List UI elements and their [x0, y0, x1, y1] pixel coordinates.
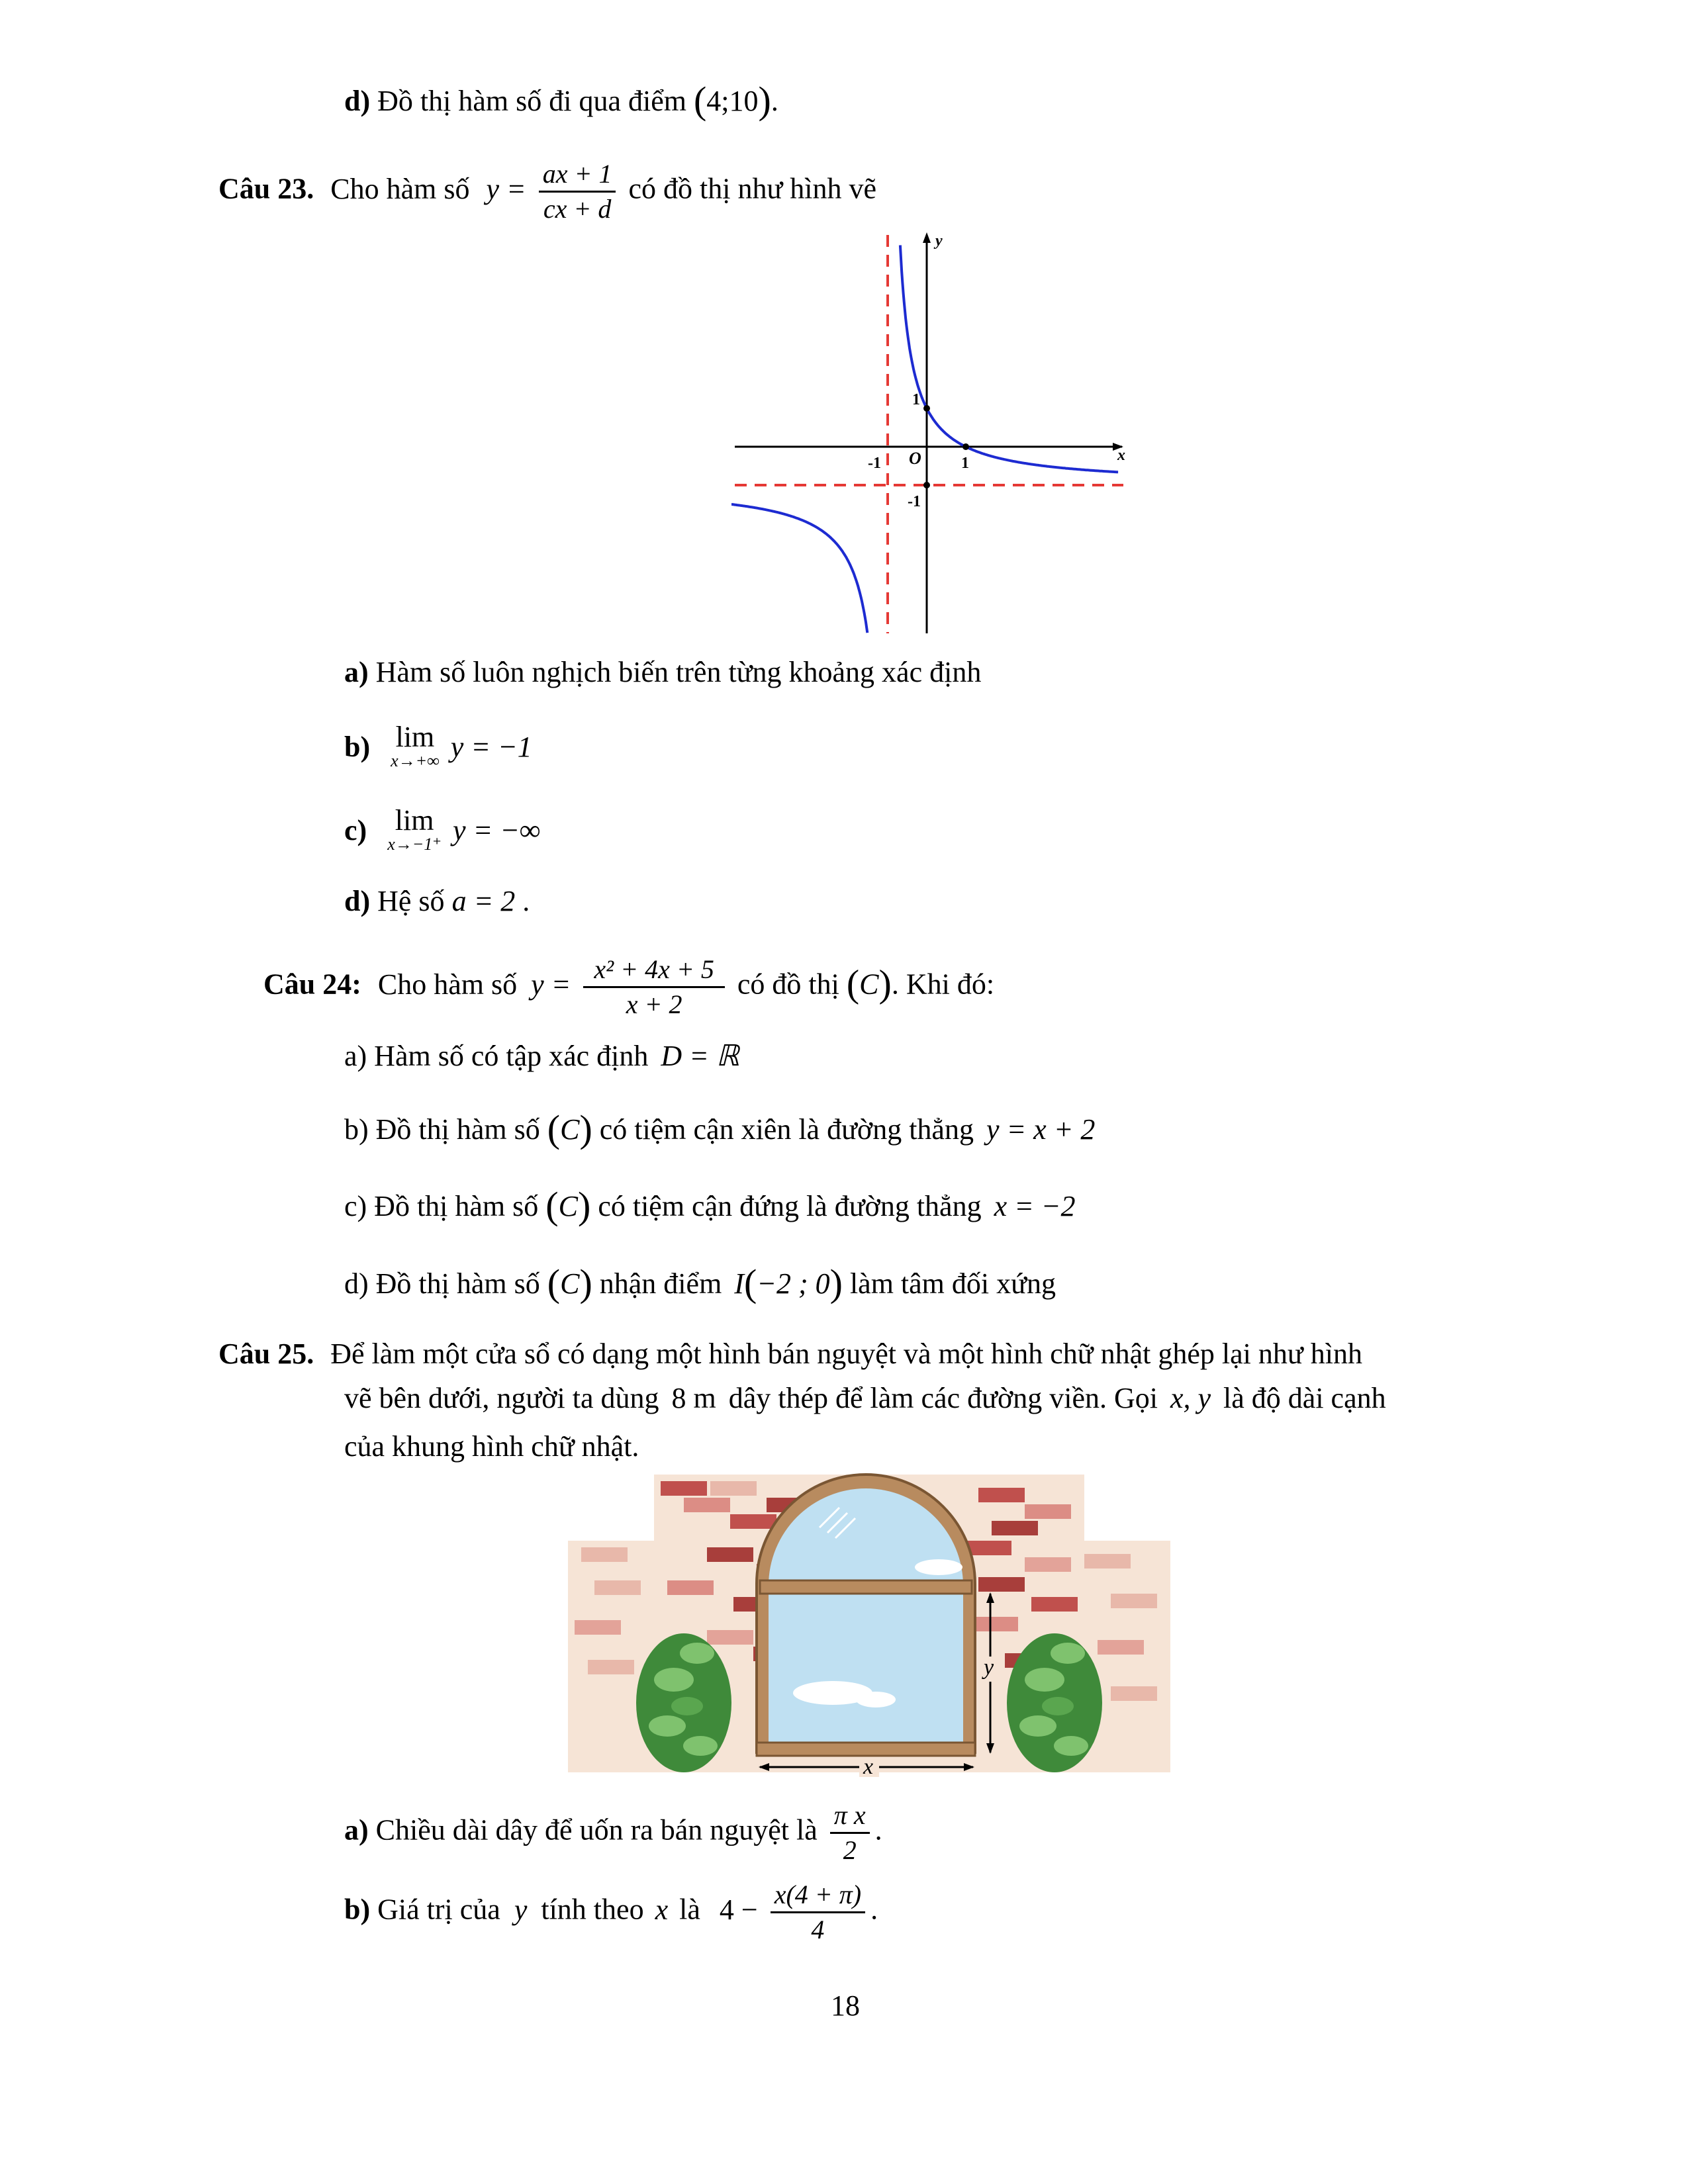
q22-option-d: d) Đồ thị hàm số đi qua điểm (4;10). — [344, 79, 778, 122]
function-lhs: y = — [486, 172, 526, 205]
option-expression: y = x + 2 — [986, 1113, 1096, 1146]
paren-close: ) — [878, 962, 892, 1005]
question-intro: Cho hàm số — [377, 968, 518, 1001]
function-fraction — [583, 953, 724, 1021]
q25-stem-line-3 — [344, 1430, 639, 1463]
limit-operator — [387, 806, 442, 854]
q23-option-a — [344, 655, 981, 689]
q24-option-b: b) Đồ thị hàm số (C) có tiệm cận xiên là đường thẳng y = x + 2 — [344, 1107, 1096, 1150]
stem-text-2: dây thép để làm các đường viền. Gọi — [728, 1382, 1158, 1414]
fraction-numerator: ax + 1 — [539, 158, 616, 193]
curve-name: C — [560, 1267, 580, 1300]
curve-right-branch — [900, 246, 1118, 473]
option-text-2: có tiệm cận đứng là đường thẳng — [598, 1190, 982, 1222]
q24-option-c: c) Đồ thị hàm số (C) có tiệm cận đứng là đường thẳng x = −2 — [344, 1184, 1076, 1227]
q25-option-b: b) Giá trị của y tính theo x là 4 − $\frac{x(4 + \pi)}{4}$ . — [344, 1878, 878, 1946]
limit-word: lim — [395, 721, 435, 753]
option-fraction — [830, 1799, 870, 1867]
stem-text-3: là độ dài cạnh — [1223, 1382, 1386, 1414]
option-text-3: làm tâm đối xứng — [849, 1267, 1056, 1300]
option-label: a) — [344, 1813, 369, 1846]
cloud — [915, 1559, 962, 1575]
curve-name: C — [558, 1190, 578, 1222]
point-x-intercept — [962, 443, 969, 450]
window-illustration — [568, 1468, 1170, 1779]
limit-subscript: x→+∞ — [391, 751, 440, 770]
option-expression: D = ℝ — [661, 1040, 739, 1072]
option-text: c) Đồ thị hàm số — [344, 1190, 539, 1222]
point-y-intercept — [923, 405, 930, 412]
point-minus-one — [923, 482, 930, 488]
question-after: có đồ thị — [737, 968, 839, 1001]
fraction-denominator: x + 2 — [626, 989, 682, 1019]
option-period: . — [522, 885, 530, 917]
tick-label-y-one: 1 — [912, 391, 920, 408]
curve-left-branch — [731, 504, 867, 633]
dimension-x-label: x — [863, 1754, 874, 1779]
option-expression: x = −2 — [994, 1190, 1076, 1222]
q23-option-c — [344, 806, 540, 854]
option-expression: a = 2 — [451, 885, 516, 917]
option-label: b) — [344, 730, 371, 763]
paren-open: ( — [693, 79, 707, 122]
option-fraction — [771, 1878, 865, 1946]
question-label: Câu 24: — [263, 968, 361, 1001]
window-crossbar — [760, 1580, 972, 1594]
fraction-denominator: 2 — [843, 1835, 857, 1865]
plant-right — [1007, 1633, 1102, 1772]
q24-option-a — [344, 1039, 739, 1073]
option-text: b) Đồ thị hàm số — [344, 1113, 540, 1146]
tick-label-x-one: 1 — [961, 455, 969, 472]
question-after: có đồ thị như hình vẽ — [628, 172, 877, 205]
option-text: Hàm số luôn nghịch biến trên từng khoảng xác định — [375, 656, 982, 688]
q25-stem-line-2 — [344, 1381, 1386, 1415]
option-label: c) — [344, 813, 367, 846]
q24-stem — [263, 953, 994, 1021]
expression-lead: 4 − — [719, 1893, 758, 1926]
function-lhs: y = — [531, 968, 571, 1001]
limit-operator — [391, 723, 440, 771]
option-text-2: tính theo — [541, 1893, 644, 1926]
option-label: b) — [344, 1893, 371, 1926]
option-text: Đồ thị hàm số đi qua điểm — [377, 85, 686, 117]
point-name: I — [734, 1267, 744, 1300]
stem-vars: x, y — [1170, 1382, 1211, 1414]
option-text: Giá trị của — [377, 1893, 500, 1926]
question-label: Câu 23. — [218, 172, 314, 205]
q24-option-d: d) Đồ thị hàm số (C) nhận điểm I(−2 ; 0) làm tâm đối xứng — [344, 1261, 1056, 1304]
option-text: Hệ số — [377, 885, 445, 917]
window-sill — [757, 1743, 975, 1756]
option-label: d) — [344, 885, 371, 917]
var-y: y — [514, 1893, 528, 1926]
q23-stem — [218, 158, 876, 226]
q23-option-d — [344, 884, 530, 918]
plant-left — [636, 1633, 731, 1772]
paren-open: ( — [846, 962, 860, 1005]
limit-word: lim — [395, 804, 434, 837]
fraction-denominator: cx + d — [543, 194, 612, 224]
option-text-3: là — [679, 1893, 700, 1926]
question-label: Câu 25. — [218, 1338, 314, 1370]
limit-expression: y = −∞ — [453, 813, 541, 846]
point-coords: 4;10 — [706, 85, 759, 117]
paren-close: ) — [758, 79, 771, 122]
curve-name: C — [859, 968, 879, 1001]
curve-name: C — [560, 1113, 580, 1146]
x-axis-label: x — [1117, 447, 1125, 464]
cloud — [856, 1692, 896, 1707]
fraction-numerator: x² + 4x + 5 — [583, 953, 724, 988]
stem-text: vẽ bên dưới, người ta dùng — [344, 1382, 659, 1414]
option-text-2: nhận điểm — [599, 1267, 722, 1300]
page-number: 18 — [831, 1989, 860, 2022]
wire-length: 8 m — [671, 1382, 716, 1414]
option-text-2: có tiệm cận xiên là đường thẳng — [599, 1113, 974, 1146]
question-after-2: . Khi đó: — [891, 968, 995, 1001]
y-axis-arrow — [923, 232, 931, 243]
limit-expression: y = −1 — [450, 730, 532, 763]
stem-text: của khung hình chữ nhật. — [344, 1430, 639, 1463]
option-text: Chiều dài dây để uốn ra bán nguyệt là — [375, 1813, 818, 1846]
tick-label-x-minus-one: -1 — [868, 455, 881, 472]
var-x: x — [655, 1893, 669, 1926]
option-text: a) Hàm số có tập xác định — [344, 1040, 649, 1072]
tick-label-y-minus-one: -1 — [908, 493, 921, 510]
hyperbola-graph — [731, 228, 1129, 635]
stem-text: Để làm một cửa sổ có dạng một hình bán nguyệt và một hình chữ nhật ghép lại như hình — [330, 1338, 1362, 1370]
point-coords: −2 ; 0 — [757, 1267, 830, 1300]
option-text: d) Đồ thị hàm số — [344, 1267, 540, 1300]
limit-subscript: x→−1⁺ — [387, 835, 442, 854]
origin-label: O — [909, 449, 921, 468]
fraction-numerator: π x — [830, 1799, 870, 1834]
function-fraction — [539, 158, 616, 226]
y-axis-label: y — [935, 232, 943, 250]
option-label: a) — [344, 656, 369, 688]
fraction-numerator: x(4 + π) — [771, 1878, 865, 1913]
dimension-y-label: y — [984, 1655, 994, 1680]
q23-option-b — [344, 723, 532, 771]
option-label: d) — [344, 85, 371, 117]
question-intro: Cho hàm số — [330, 172, 470, 205]
q25-stem-line-1 — [218, 1337, 1362, 1371]
fraction-denominator: 4 — [811, 1915, 825, 1944]
q25-option-a: a) Chiều dài dây để uốn ra bán nguyệt là $\frac{\text{π x}}{2}$ . — [344, 1799, 882, 1867]
